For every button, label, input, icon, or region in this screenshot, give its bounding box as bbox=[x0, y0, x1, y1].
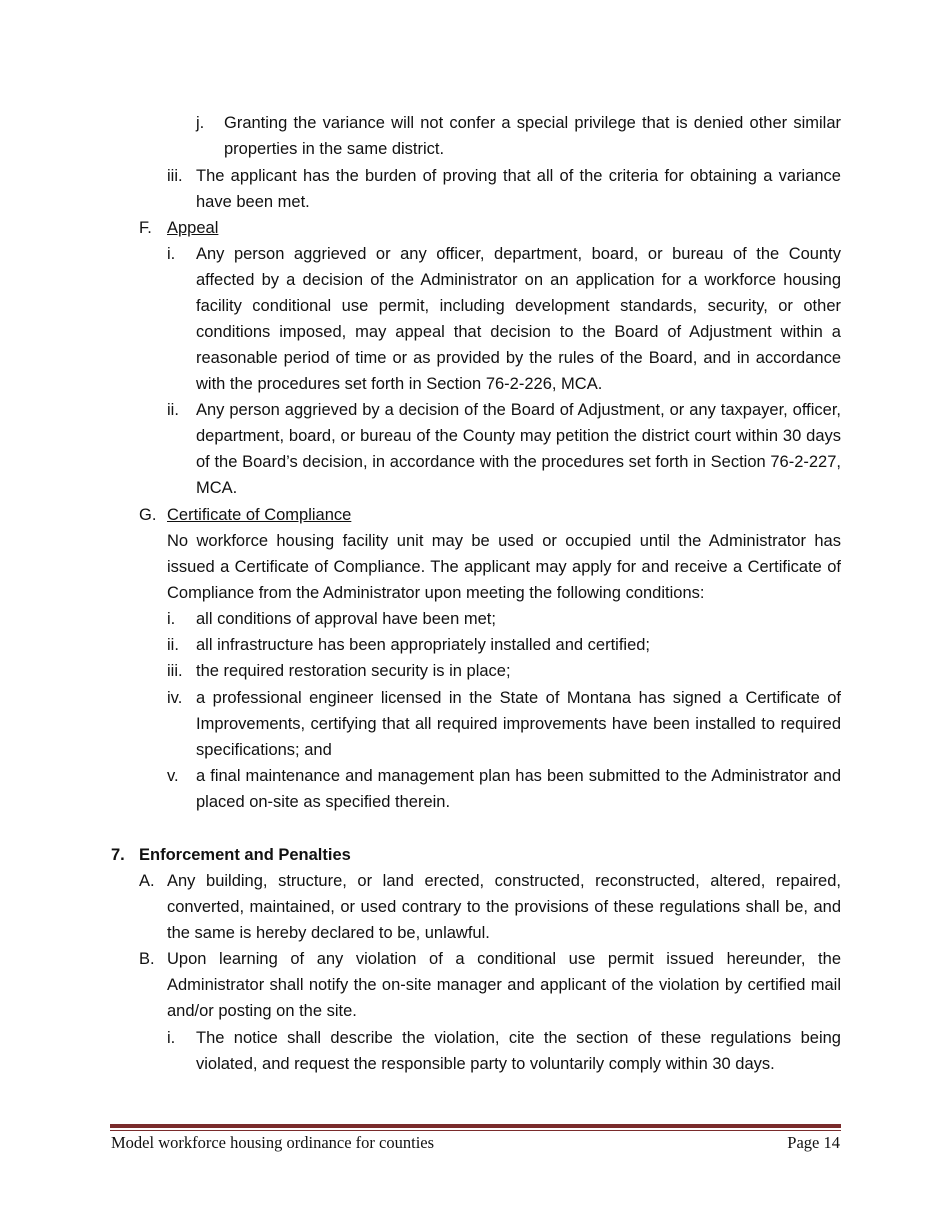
list-item-text: The notice shall describe the violation, cite the section of these regulations being violated, and request the responsible party to voluntarily comply within 30 days. bbox=[196, 1029, 841, 1073]
list-item-text: all conditions of approval have been met; bbox=[196, 610, 496, 628]
list-item-text: a final maintenance and management plan has been submitted to the Administrator and placed on-site as specified therein. bbox=[196, 767, 841, 811]
list-marker: ii. bbox=[167, 401, 179, 419]
list-marker: i. bbox=[167, 245, 176, 263]
list-marker: A. bbox=[139, 872, 155, 890]
list-marker: iii. bbox=[167, 662, 183, 680]
list-item bbox=[167, 397, 841, 501]
footer-title: Model workforce housing ordinance for counties bbox=[111, 1133, 435, 1152]
list-item bbox=[167, 1025, 841, 1077]
list-marker: iii. bbox=[167, 167, 183, 185]
list-marker: G. bbox=[139, 506, 157, 524]
list-marker: i. bbox=[167, 1029, 176, 1047]
list-item bbox=[167, 606, 841, 632]
section-heading-certificate bbox=[139, 502, 841, 528]
list-item bbox=[139, 946, 841, 1024]
list-item bbox=[167, 632, 841, 658]
list-item-text: Any person aggrieved or any officer, department, board, or bureau of the County affected by a decision of the Administrator on an application for a workforce housing facility conditional use permit, including development standards, security, or other conditions imposed, may appeal that decision to the Board of Adjustment within a reasonable period of time or as provided by the rules of the Board, and in accordance with the procedures set forth in Section 76-2-226, MCA. bbox=[196, 245, 841, 393]
list-item-text: a professional engineer licensed in the State of Montana has signed a Certificate of Improvements, certifying that all required improvements have been installed to required specifications; and bbox=[196, 689, 841, 759]
section-heading-text: Enforcement and Penalties bbox=[139, 846, 351, 864]
list-item-text: Upon learning of any violation of a conditional use permit issued hereunder, the Administrator shall notify the on-site manager and applicant of the violation by certified mail and/or posting on the site. bbox=[167, 950, 841, 1020]
list-item bbox=[139, 868, 841, 946]
section-heading-text: Certificate of Compliance bbox=[167, 506, 352, 524]
list-item-text: Any building, structure, or land erected, constructed, reconstructed, altered, repaired, converted, maintained, or used contrary to the provisions of these regulations shall be, and the same is hereby declared to be, unlawful. bbox=[167, 872, 841, 942]
list-marker: F. bbox=[139, 219, 152, 237]
paragraph bbox=[167, 528, 841, 606]
list-item-text: the required restoration security is in place; bbox=[196, 662, 511, 680]
section-number: 7. bbox=[111, 846, 125, 864]
section-heading-enforcement bbox=[111, 842, 841, 868]
list-item bbox=[167, 241, 841, 397]
list-item-text: The applicant has the burden of proving that all of the criteria for obtaining a variance have been met. bbox=[196, 167, 841, 211]
footer-rule-thick bbox=[110, 1124, 841, 1128]
section-heading-text: Appeal bbox=[167, 219, 219, 237]
list-item bbox=[196, 110, 841, 162]
paragraph-text: No workforce housing facility unit may be used or occupied until the Administrator has issued a Certificate of Compliance. The applicant may apply for and receive a Certificate of Compliance from the Administrator upon meeting the following conditions: bbox=[167, 532, 841, 602]
list-item-text: all infrastructure has been appropriately installed and certified; bbox=[196, 636, 651, 654]
section-heading-appeal bbox=[139, 215, 841, 241]
list-item bbox=[167, 763, 841, 815]
list-marker: iv. bbox=[167, 689, 183, 707]
footer-rule-thin bbox=[110, 1130, 841, 1131]
list-marker: j. bbox=[196, 114, 205, 132]
list-marker: i. bbox=[167, 610, 176, 628]
list-item bbox=[167, 658, 841, 684]
list-item-text: Any person aggrieved by a decision of the Board of Adjustment, or any taxpayer, officer, department, board, or bureau of the County may petition the district court within 30 days of the Board’s decision, in accordance with the procedures set forth in Section 76-2-227, MCA. bbox=[196, 401, 841, 497]
list-marker: B. bbox=[139, 950, 155, 968]
list-item bbox=[167, 685, 841, 763]
list-marker: v. bbox=[167, 767, 179, 785]
list-item-text: Granting the variance will not confer a special privilege that is denied other similar properties in the same district. bbox=[224, 114, 841, 158]
list-item bbox=[167, 163, 841, 215]
footer-page-number: Page 14 bbox=[787, 1133, 840, 1152]
list-marker: ii. bbox=[167, 636, 179, 654]
